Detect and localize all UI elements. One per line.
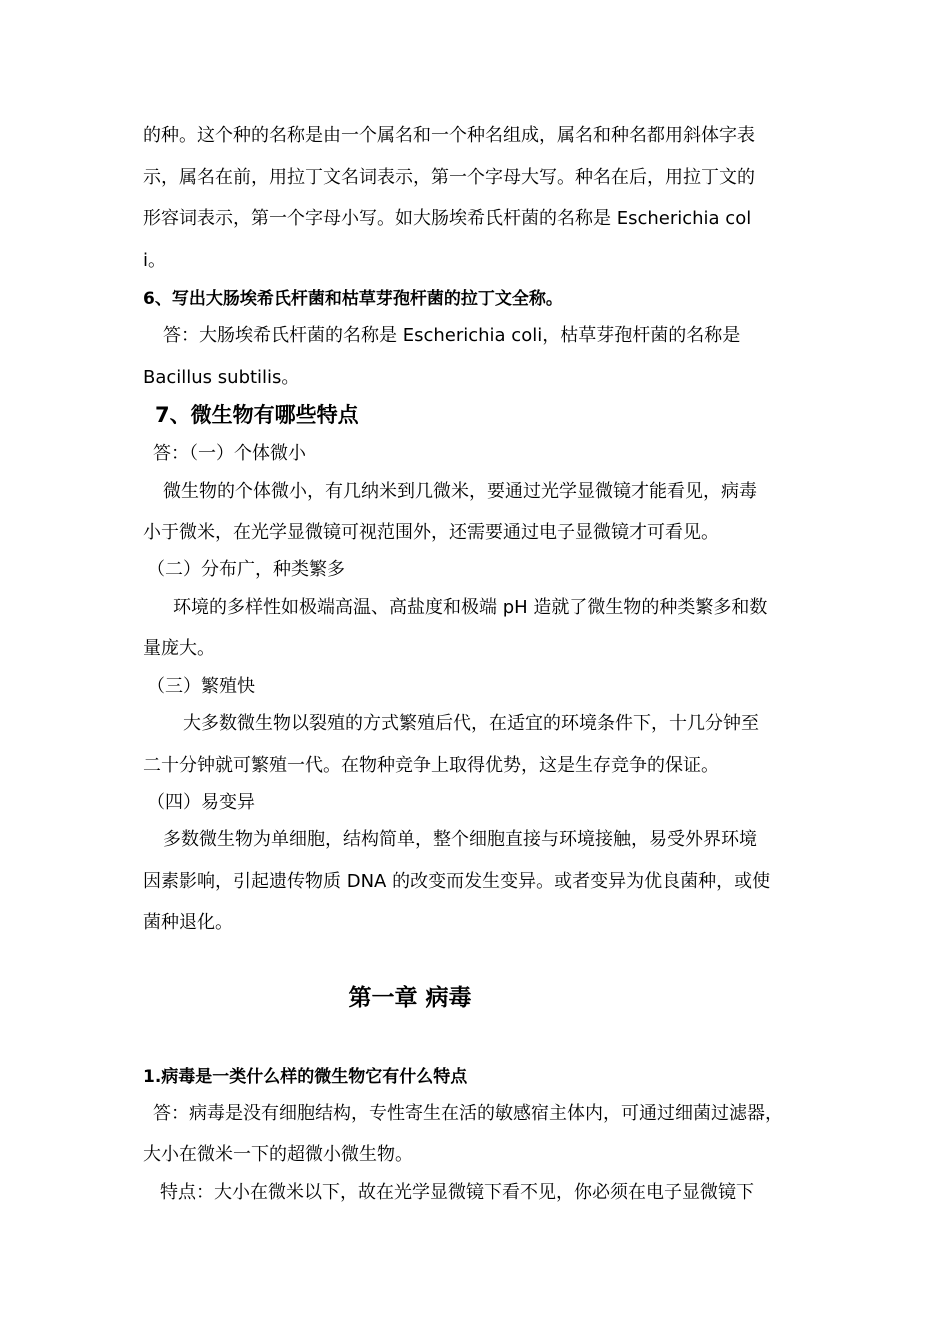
chapter-answer-line: 特点：大小在微米以下，故在光学显微镜下看不见，你必须在电子显微镜下: [160, 1182, 754, 1203]
paragraph-line: 示，属名在前，用拉丁文名词表示，第一个字母大写。种名在后，用拉丁文的: [143, 167, 755, 188]
chapter-answer-line: 答：病毒是没有细胞结构，专性寄生在活的敏感宿主体内，可通过细菌过滤器，: [153, 1103, 783, 1124]
answer-7-line: 微生物的个体微小，有几纳米到几微米，要通过光学显微镜才能看见，病毒: [163, 481, 757, 502]
answer-7-subheading: （三）繁殖快: [147, 676, 255, 697]
paragraph-line: 的种。这个种的名称是由一个属名和一个种名组成，属名和种名都用斜体字表: [143, 125, 755, 146]
chapter-title: 第一章 病毒: [348, 985, 472, 1011]
answer-6-line: 答：大肠埃希氏杆菌的名称是 Escherichia coli，枯草芽孢杆菌的名称是: [163, 325, 741, 346]
answer-7-line: 因素影响，引起遗传物质 DNA 的改变而发生变异。或者变异为优良菌种，或使: [143, 871, 771, 892]
answer-7-line: 大多数微生物以裂殖的方式繁殖后代，在适宜的环境条件下，十几分钟至: [183, 713, 759, 734]
answer-7-line: 小于微米，在光学显微镜可视范围外，还需要通过电子显微镜才可看见。: [143, 522, 719, 543]
answer-7-line: 环境的多样性如极端高温、高盐度和极端 pH 造就了微生物的种类繁多和数: [173, 597, 768, 618]
paragraph-line: i。: [143, 250, 167, 271]
answer-6-line: Bacillus subtilis。: [143, 367, 300, 388]
question-7-heading: 7、微生物有哪些特点: [155, 403, 359, 427]
question-6: 6、写出大肠埃希氏杆菌和枯草芽孢杆菌的拉丁文全称。: [143, 289, 563, 309]
chapter-answer-line: 大小在微米一下的超微小微生物。: [143, 1144, 413, 1165]
answer-7-subheading: （四）易变异: [147, 792, 255, 813]
answer-7-line: 二十分钟就可繁殖一代。在物种竞争上取得优势，这是生存竞争的保证。: [143, 755, 719, 776]
answer-7-subheading: （二）分布广，种类繁多: [147, 559, 345, 580]
answer-7-head: 答：（一）个体微小: [153, 443, 306, 464]
paragraph-line: 形容词表示，第一个字母小写。如大肠埃希氏杆菌的名称是 Escherichia col: [143, 208, 752, 229]
chapter-question-1: 1.病毒是一类什么样的微生物它有什么特点: [143, 1067, 468, 1087]
answer-7-line: 菌种退化。: [143, 912, 233, 933]
answer-7-line: 量庞大。: [143, 638, 215, 659]
answer-7-line: 多数微生物为单细胞，结构简单，整个细胞直接与环境接触，易受外界环境: [163, 829, 757, 850]
